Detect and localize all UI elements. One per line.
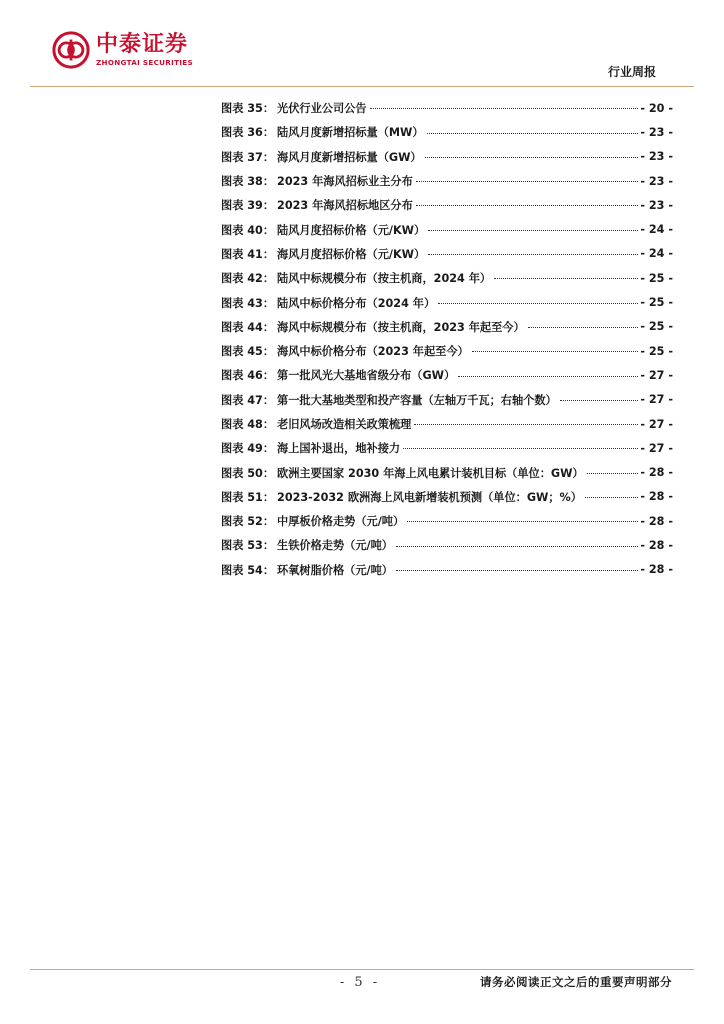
toc-entry-number: 图表 53： bbox=[221, 539, 275, 553]
toc-entry-number: 图表 54： bbox=[221, 563, 275, 577]
toc-entry[interactable] bbox=[221, 145, 673, 169]
toc-entry-title: 陆风中标规模分布（按主机商，2024 年） bbox=[277, 272, 492, 286]
toc-entry-page: - 28 - bbox=[640, 563, 673, 577]
toc-entry[interactable] bbox=[221, 217, 673, 241]
figure-index-list bbox=[221, 96, 673, 582]
toc-entry-page: - 23 - bbox=[640, 125, 673, 139]
toc-leader-dots bbox=[458, 376, 638, 377]
toc-leader-dots bbox=[428, 254, 638, 255]
toc-entry-title: 海风月度新增招标量（GW） bbox=[277, 150, 422, 164]
toc-leader-dots bbox=[407, 521, 638, 522]
toc-entry-page: - 24 - bbox=[640, 247, 673, 261]
toc-leader-dots bbox=[396, 546, 638, 547]
toc-entry-title: 陆风月度新增招标量（MW） bbox=[277, 126, 424, 140]
toc-entry-page: - 28 - bbox=[640, 538, 673, 552]
footer-disclaimer: 请务必阅读正文之后的重要声明部分 bbox=[480, 975, 672, 989]
toc-leader-dots bbox=[427, 133, 639, 134]
toc-entry-number: 图表 49： bbox=[221, 442, 275, 456]
toc-entry-title: 光伏行业公司公告 bbox=[277, 102, 367, 116]
page-number: - 5 - bbox=[339, 975, 381, 990]
toc-leader-dots bbox=[416, 181, 639, 182]
toc-entry-number: 图表 44： bbox=[221, 320, 275, 334]
toc-entry-number: 图表 37： bbox=[221, 150, 275, 164]
toc-entry-title: 老旧风场改造相关政策梳理 bbox=[277, 418, 412, 431]
toc-entry-title: 陆风中标价格分布（2024 年） bbox=[277, 296, 436, 310]
toc-entry-page: - 25 - bbox=[640, 296, 673, 310]
toc-entry[interactable] bbox=[221, 412, 673, 436]
toc-entry-number: 图表 52： bbox=[221, 515, 275, 529]
toc-entry-title: 环氧树脂价格（元/吨） bbox=[277, 563, 393, 577]
toc-entry-title: 海风中标价格分布（2023 年起至今） bbox=[277, 345, 469, 359]
toc-entry-page: - 23 - bbox=[640, 198, 673, 212]
toc-entry-page: - 27 - bbox=[640, 441, 673, 455]
toc-entry[interactable] bbox=[221, 436, 673, 460]
zhongtai-logo-icon bbox=[52, 31, 90, 69]
toc-entry-page: - 28 - bbox=[640, 514, 673, 528]
toc-entry[interactable] bbox=[221, 242, 673, 266]
toc-leader-dots bbox=[438, 303, 638, 304]
toc-leader-dots bbox=[494, 278, 638, 279]
toc-leader-dots bbox=[560, 400, 639, 401]
toc-leader-dots bbox=[472, 351, 639, 352]
toc-entry-page: - 24 - bbox=[640, 223, 673, 237]
toc-entry-number: 图表 47： bbox=[221, 393, 275, 407]
toc-entry[interactable] bbox=[221, 315, 673, 339]
toc-entry-number: 图表 38： bbox=[221, 175, 275, 189]
toc-entry[interactable] bbox=[221, 120, 673, 144]
toc-entry[interactable] bbox=[221, 266, 673, 290]
logo-wordmark bbox=[96, 33, 193, 67]
toc-entry-page: - 25 - bbox=[640, 271, 673, 285]
report-type-label: 行业周报 bbox=[607, 65, 656, 79]
toc-entry-title: 2023-2032 欧洲海上风电新增装机预测（单位：GW；%） bbox=[277, 490, 582, 504]
toc-entry-page: - 27 - bbox=[640, 393, 673, 407]
toc-leader-dots bbox=[403, 448, 638, 449]
toc-entry[interactable] bbox=[221, 485, 673, 509]
toc-entry-title: 第一批大基地类型和投产容量（左轴万千瓦；右轴个数） bbox=[277, 393, 557, 407]
toc-leader-dots bbox=[587, 473, 639, 474]
toc-leader-dots bbox=[396, 570, 638, 571]
toc-entry-number: 图表 43： bbox=[221, 296, 275, 310]
toc-entry-page: - 27 - bbox=[640, 417, 673, 431]
toc-entry-page: - 23 - bbox=[640, 174, 673, 188]
toc-entry[interactable] bbox=[221, 388, 673, 412]
toc-entry-title: 海上国补退出，地补接力 bbox=[277, 442, 401, 456]
toc-entry-number: 图表 41： bbox=[221, 247, 275, 261]
toc-entry-number: 图表 45： bbox=[221, 345, 275, 359]
toc-leader-dots bbox=[425, 157, 639, 158]
toc-entry[interactable] bbox=[221, 509, 673, 533]
toc-entry-number: 图表 50： bbox=[221, 466, 275, 480]
toc-leader-dots bbox=[370, 108, 639, 109]
toc-entry-page: - 28 - bbox=[640, 490, 673, 504]
toc-entry-number: 图表 39： bbox=[221, 199, 275, 213]
toc-leader-dots bbox=[428, 230, 638, 231]
logo-chinese-name: 中泰证券 bbox=[96, 32, 189, 57]
toc-entry-page: - 23 - bbox=[640, 150, 673, 164]
toc-entry-title: 欧洲主要国家 2030 年海上风电累计装机目标（单位：GW） bbox=[277, 466, 584, 480]
toc-entry-page: - 28 - bbox=[640, 466, 673, 480]
toc-entry[interactable] bbox=[221, 339, 673, 363]
company-logo bbox=[52, 28, 227, 72]
toc-entry[interactable] bbox=[221, 193, 673, 217]
toc-entry[interactable] bbox=[221, 290, 673, 314]
toc-entry-title: 海风中标规模分布（按主机商，2023 年起至今） bbox=[277, 320, 525, 334]
toc-entry-number: 图表 40： bbox=[221, 223, 275, 237]
toc-entry-title: 陆风月度招标价格（元/KW） bbox=[277, 223, 426, 237]
toc-entry-page: - 25 - bbox=[640, 344, 673, 358]
toc-entry-page: - 27 - bbox=[640, 368, 673, 382]
toc-entry-title: 生铁价格走势（元/吨） bbox=[277, 539, 393, 553]
toc-entry-number: 图表 51： bbox=[221, 490, 275, 504]
toc-entry-number: 图表 48： bbox=[221, 418, 275, 431]
toc-entry[interactable] bbox=[221, 533, 673, 557]
toc-entry[interactable] bbox=[221, 558, 673, 582]
logo-english-name: ZHONGTAI SECURITIES bbox=[96, 58, 193, 67]
toc-leader-dots bbox=[585, 497, 638, 498]
toc-entry-title: 2023 年海风招标地区分布 bbox=[277, 199, 413, 213]
toc-entry-title: 第一批风光大基地省级分布（GW） bbox=[277, 369, 456, 383]
toc-entry-page: - 20 - bbox=[640, 101, 673, 115]
toc-leader-dots bbox=[414, 424, 638, 425]
header-divider bbox=[30, 86, 694, 87]
toc-entry-title: 海风月度招标价格（元/KW） bbox=[277, 247, 426, 261]
toc-leader-dots bbox=[528, 327, 639, 328]
toc-entry-page: - 25 - bbox=[640, 320, 673, 334]
toc-entry[interactable] bbox=[221, 363, 673, 387]
footer-divider bbox=[30, 969, 694, 970]
toc-entry[interactable] bbox=[221, 96, 673, 120]
toc-entry-title: 中厚板价格走势（元/吨） bbox=[277, 515, 405, 529]
toc-entry[interactable] bbox=[221, 460, 673, 484]
toc-entry-number: 图表 46： bbox=[221, 369, 275, 383]
toc-leader-dots bbox=[416, 205, 639, 206]
toc-entry-number: 图表 42： bbox=[221, 272, 275, 286]
toc-entry-number: 图表 35： bbox=[221, 102, 275, 116]
toc-entry-title: 2023 年海风招标业主分布 bbox=[277, 175, 413, 189]
toc-entry-number: 图表 36： bbox=[221, 126, 275, 140]
toc-entry[interactable] bbox=[221, 169, 673, 193]
